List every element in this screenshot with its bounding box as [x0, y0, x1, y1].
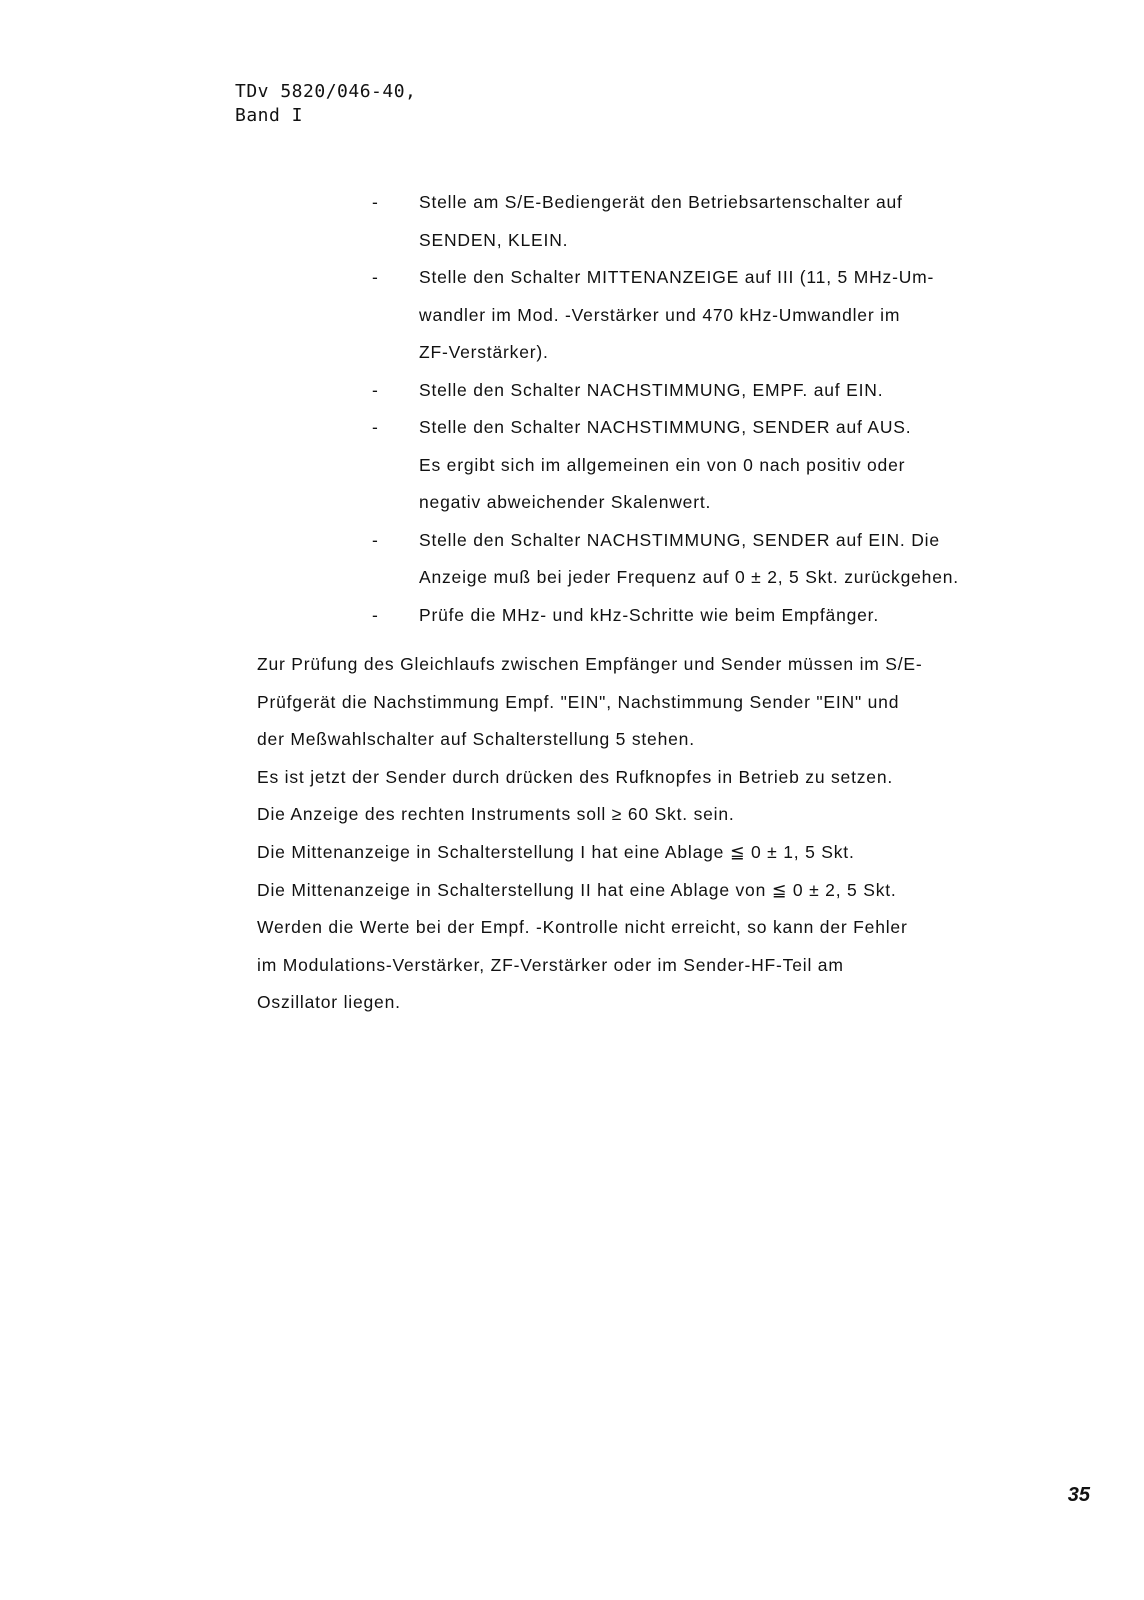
paragraph-line: Die Mittenanzeige in Schalterstellung II hat eine Ablage von ≦ 0 ± 2, 5 Skt. — [257, 879, 897, 900]
list-item — [372, 372, 1052, 410]
paragraph-line: Die Mittenanzeige in Schalterstellung I hat eine Ablage ≦ 0 ± 1, 5 Skt. — [257, 841, 855, 862]
list-item-line: Stelle den Schalter MITTENANZEIGE auf III (11, 5 MHz-Um- — [419, 267, 935, 287]
instruction-list — [372, 184, 1052, 634]
list-item-line: Prüfe die MHz- und kHz-Schritte wie beim Empfänger. — [419, 604, 879, 625]
test-procedure-paragraph — [257, 646, 1057, 1022]
paragraph-line: Die Anzeige des rechten Instruments soll ≥ 60 Skt. sein. — [257, 804, 735, 825]
list-item — [372, 597, 1052, 635]
paragraph-line: der Meßwahlschalter auf Schalterstellung 5 stehen. — [257, 729, 695, 750]
list-item-line: Stelle den Schalter NACHSTIMMUNG, EMPF. auf EIN. — [419, 379, 884, 400]
list-item-line: ZF-Verstärker). — [419, 342, 549, 362]
bullet-dash: - — [372, 267, 379, 287]
list-item — [372, 184, 1052, 259]
list-item-line: Stelle den Schalter NACHSTIMMUNG, SENDER auf AUS. — [419, 417, 912, 437]
paragraph-line: Werden die Werte bei der Empf. -Kontrolle nicht erreicht, so kann der Fehler — [257, 917, 908, 938]
bullet-dash: - — [372, 192, 379, 212]
list-item-line: negativ abweichender Skalenwert. — [419, 492, 712, 512]
list-item-line: Es ergibt sich im allgemeinen ein von 0 nach positiv oder — [419, 454, 906, 475]
paragraph-line: Es ist jetzt der Sender durch drücken des Rufknopfes in Betrieb zu setzen. — [257, 766, 894, 787]
list-item — [372, 409, 1052, 522]
paragraph-line: Zur Prüfung des Gleichlaufs zwischen Empfänger und Sender müssen im S/E- — [257, 654, 923, 674]
list-item-line: Stelle am S/E-Bediengerät den Betriebsartenschalter auf — [419, 192, 903, 212]
paragraph-line: Prüfgerät die Nachstimmung Empf. "EIN", Nachstimmung Sender "EIN" und — [257, 691, 900, 712]
list-item-line: SENDEN, KLEIN. — [419, 229, 569, 250]
paragraph-line: im Modulations-Verstärker, ZF-Verstärker oder im Sender-HF-Teil am — [257, 954, 844, 975]
document-id: TDv 5820/046-40, — [235, 81, 417, 102]
list-item — [372, 522, 1052, 597]
list-item-line: Stelle den Schalter NACHSTIMMUNG, SENDER auf EIN. Die — [419, 529, 940, 550]
list-item-line: wandler im Mod. -Verstärker und 470 kHz-Umwandler im — [419, 304, 901, 325]
bullet-dash: - — [372, 604, 379, 625]
list-item-line: Anzeige muß bei jeder Frequenz auf 0 ± 2, 5 Skt. zurückgehen. — [419, 567, 959, 587]
bullet-dash: - — [372, 379, 379, 400]
document-volume: Band I — [235, 105, 304, 126]
list-item — [372, 259, 1052, 372]
bullet-dash: - — [372, 417, 379, 437]
paragraph-line: Oszillator liegen. — [257, 992, 401, 1013]
bullet-dash: - — [372, 529, 379, 550]
document-header — [235, 80, 416, 128]
page-number: 35 — [1067, 1484, 1090, 1506]
